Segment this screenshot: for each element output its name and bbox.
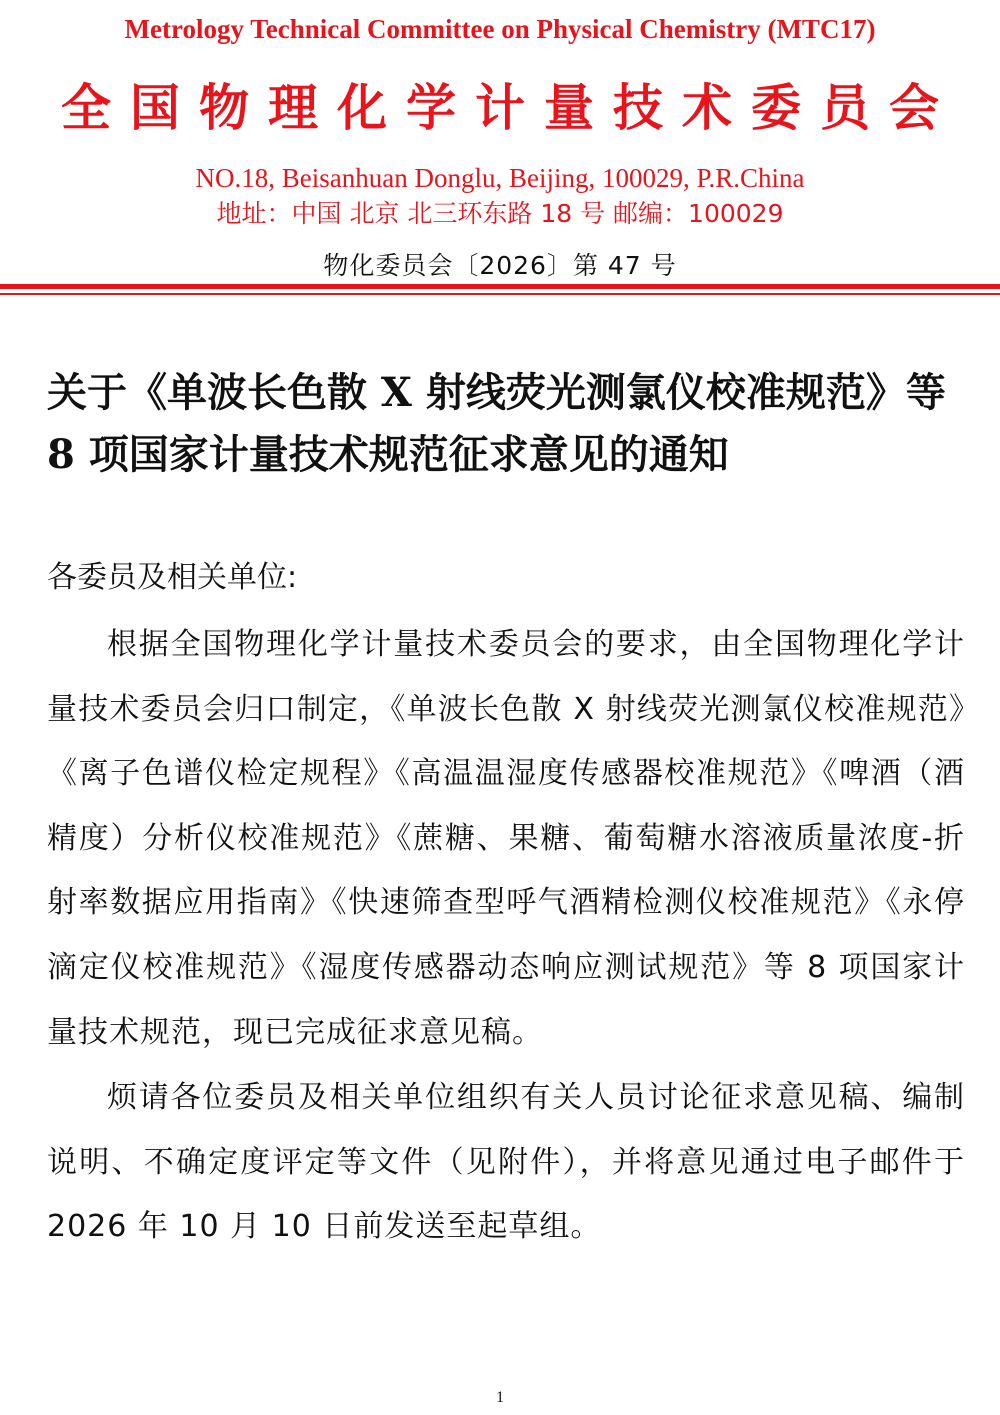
salutation: 各委员及相关单位: — [47, 560, 298, 595]
document-number: 物化委员会〔2026〕第 47 号 — [323, 251, 677, 280]
chinese-address: 地址：中国 北京 北三环东路 18 号 邮编：100029 — [216, 199, 784, 228]
body-paragraph: 烦请各位委员及相关单位组织有关人员讨论征求意见稿、编制说明、不确定度评定等文件（见附件），并将意见通过电子邮件于 2026 年 10 月 10 日前发送至起草组。 — [47, 1080, 965, 1245]
english-address: NO.18, Beisanhuan Donglu, Beijing, 100029, P.R.China — [195, 163, 805, 193]
committee-chinese-name: 全国物理化学计量技术委员会 — [61, 79, 958, 137]
notice-title: 关于《单波长色散 X 射线荧光测氯仪校准规范》等 8 项国家计量技术规范征求意见的通知 — [47, 369, 946, 478]
letterhead-divider-thick — [0, 284, 1000, 289]
body-paragraph: 根据全国物理化学计量技术委员会的要求，由全国物理化学计量技术委员会归口制定，《单波长色散 X 射线荧光测氯仪校准规范》《离子色谱仪检定规程》《高温温湿度传感器校准规范》《啤酒（酒精度）分析仪校准规范》《蔗糖、果糖、葡萄糖水溶液质量浓度-折射率数据应用指南》《快速筛查型呼气酒精检测仪校准规范》《永停滴定仪校准规范》《湿度传感器动态响应测试规范》等 8 项国家计量技术规范，现已完成征求意见稿。 — [47, 627, 965, 1050]
committee-english-name: Metrology Technical Committee on Physical Chemistry (MTC17) — [124, 14, 876, 44]
page-number: 1 — [496, 1389, 504, 1406]
letterhead-divider-thin — [0, 293, 1000, 295]
